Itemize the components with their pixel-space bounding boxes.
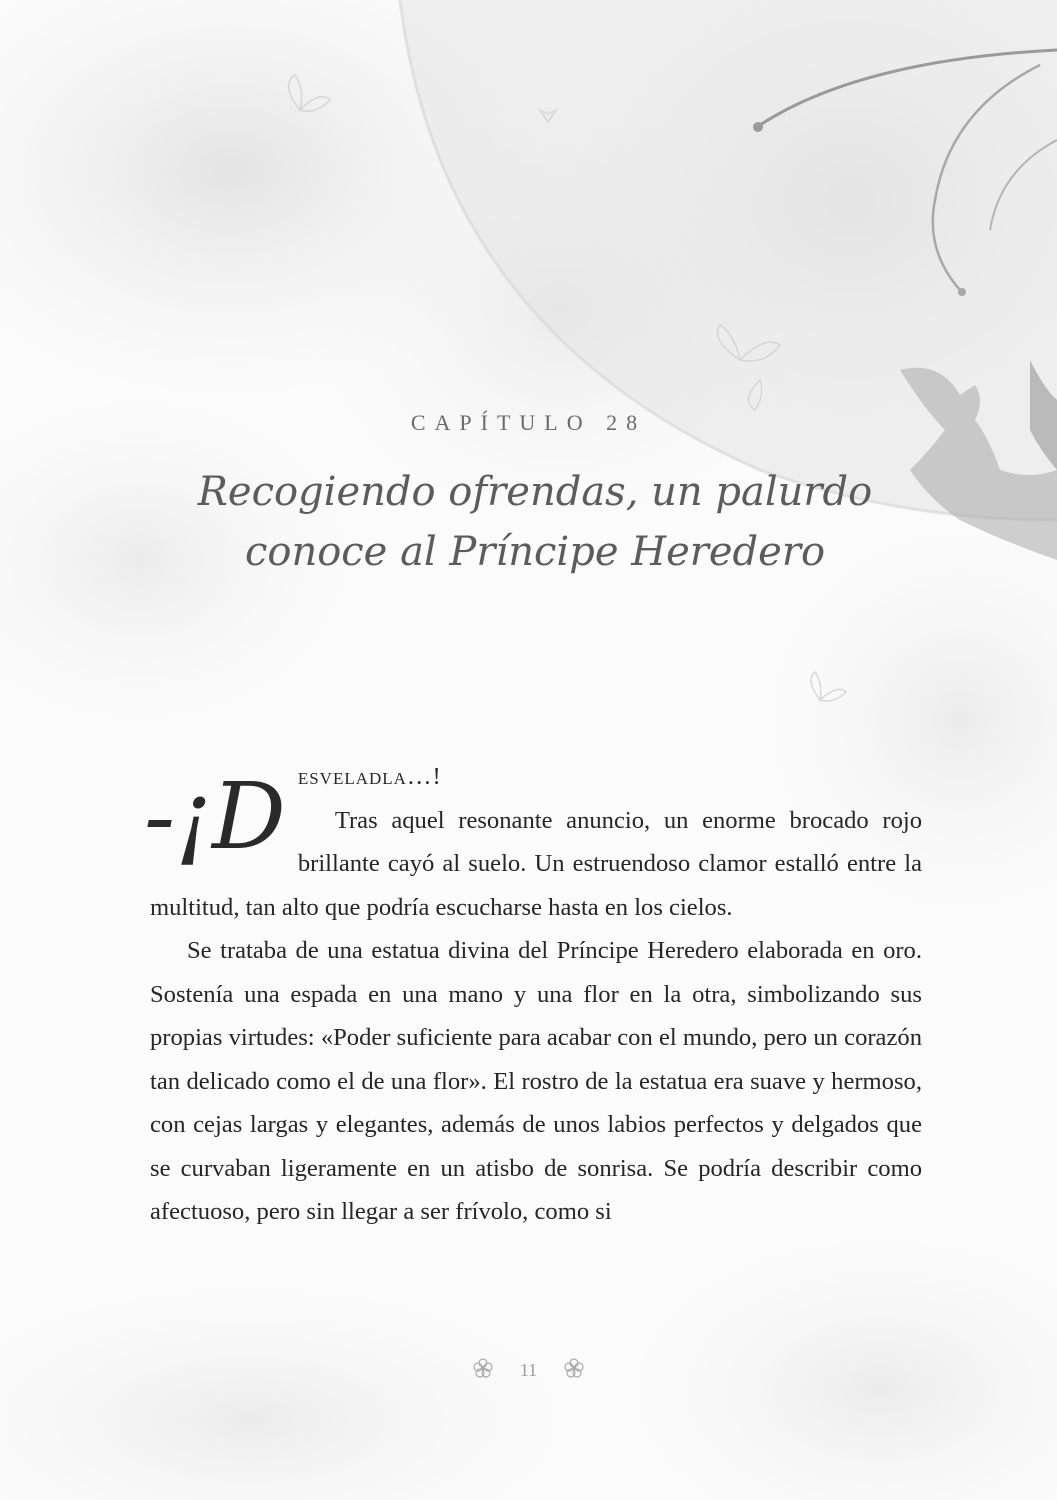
chapter-title	[150, 462, 920, 582]
page-footer	[0, 1358, 1057, 1383]
chapter-label: CAPÍTULO 28	[410, 410, 647, 435]
drop-cap: -¡D	[144, 763, 286, 870]
chapter-body	[144, 755, 922, 1234]
opening-smallcaps: esveladla…!	[297, 763, 442, 790]
page-number: 11	[519, 1360, 538, 1380]
chapter-title-line-2: conoce al Príncipe Heredero	[244, 529, 826, 575]
flower-icon	[564, 1358, 584, 1383]
flower-icon	[473, 1358, 493, 1383]
paragraph-1: Tras aquel resonante anuncio, un enorme brocado rojo brillante cayó al suelo. Un estruendoso clamor estalló entre la multitud, tan alto que podría escucharse hasta en los cielos.	[150, 806, 922, 921]
chapter-title-line-1: Recogiendo ofrendas, un palurdo	[197, 469, 873, 515]
paragraph-2: Se trataba de una estatua divina del Príncipe Heredero elaborada en oro. Sostenía una espada en una mano y una flor en la otra, simbolizando sus propias virtudes: «Poder suficiente para acabar con el mundo, pero un corazón tan delicado como el de una flor». El rostro de la estatua era suave y hermoso, con cejas largas y elegantes, además de unos labios perfectos y delgados que se curvaban ligeramente en un atisbo de sonrisa. Se podría describir como afectuoso, pero sin llegar a ser frívolo, como si	[150, 937, 922, 1225]
